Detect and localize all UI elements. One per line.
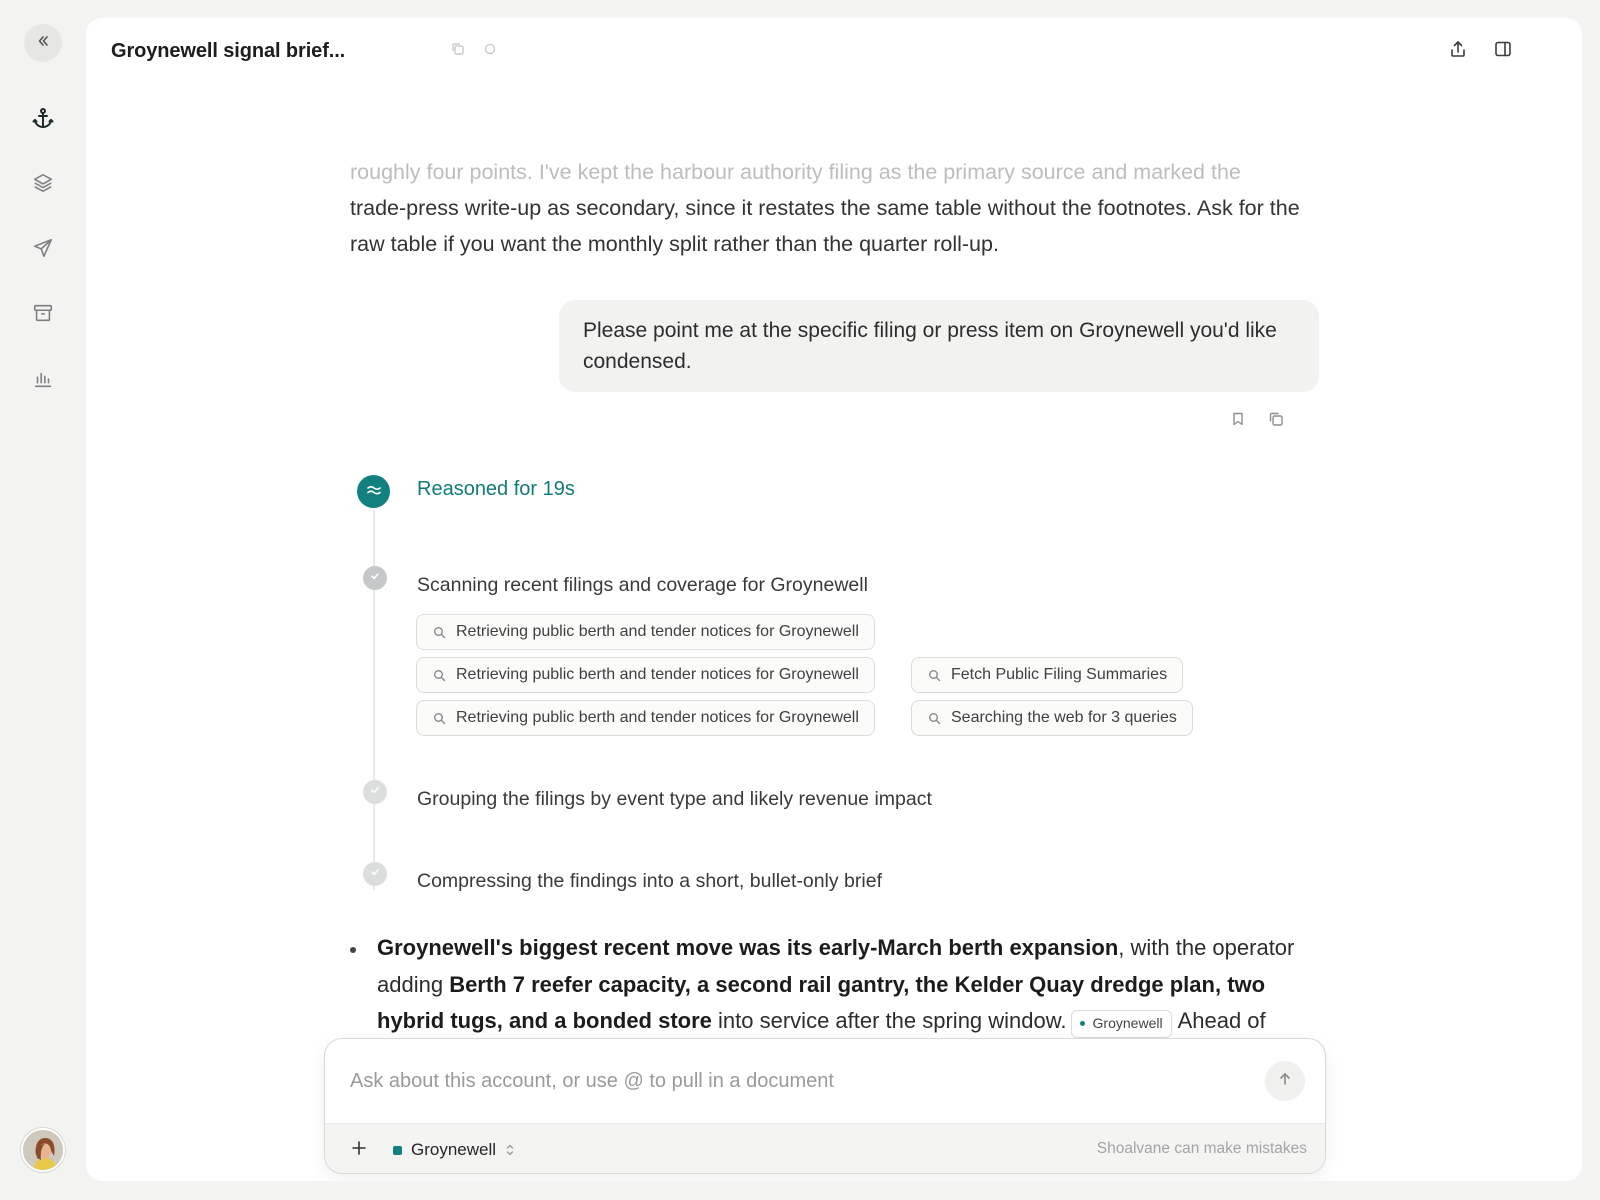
search-icon <box>928 668 942 682</box>
search-icon <box>433 711 447 725</box>
bar-chart-icon <box>32 368 54 395</box>
arrow-up-icon <box>1277 1071 1293 1092</box>
chip-label: Retrieving public berth and tender notices for Groynewell <box>456 709 859 726</box>
bullet-text: into service after the spring window. <box>711 1008 1067 1033</box>
reasoning-step: Grouping the filings by event type and likely revenue impact <box>417 788 932 810</box>
left-rail <box>0 0 86 1200</box>
rail-item-archive[interactable] <box>28 300 58 330</box>
plus-icon <box>351 1140 367 1161</box>
chip-label: Searching the web for 3 queries <box>951 709 1177 726</box>
source-citation-tag[interactable] <box>1071 1010 1172 1038</box>
main-panel <box>86 18 1582 1181</box>
reasoning-badge[interactable] <box>357 475 390 508</box>
step-complete-marker <box>363 862 387 886</box>
reasoning-toggle[interactable]: Reasoned for 19s <box>417 478 575 500</box>
collapse-sidebar-button[interactable] <box>24 24 62 62</box>
send-icon <box>32 237 54 264</box>
archive-icon <box>32 302 54 329</box>
tool-call-chip[interactable] <box>416 657 875 693</box>
search-icon <box>433 625 447 639</box>
tag-dot <box>1080 1021 1085 1026</box>
chip-label: Retrieving public berth and tender notices for Groynewell <box>456 623 859 640</box>
tool-call-chip[interactable] <box>911 700 1193 736</box>
tool-call-chip[interactable] <box>911 657 1183 693</box>
account-selector[interactable] <box>393 1136 515 1164</box>
step-complete-marker <box>363 780 387 804</box>
page-title: Groynewell signal brief... <box>111 40 346 62</box>
bullet-text: Ahead of <box>1177 1008 1266 1033</box>
rail-item-analytics[interactable] <box>28 366 58 396</box>
copy-message-button[interactable] <box>1265 410 1287 432</box>
rail-item-collections[interactable] <box>28 170 58 200</box>
waves-icon <box>366 483 382 501</box>
check-icon <box>369 569 381 587</box>
reasoning-step: Scanning recent filings and coverage for Groynewell <box>417 574 868 596</box>
bullet-text: , with the operator adding <box>377 935 1295 997</box>
bookmark-message-button[interactable] <box>1227 410 1249 432</box>
layers-icon <box>32 172 54 199</box>
anchor-icon <box>31 106 55 135</box>
search-icon <box>928 711 942 725</box>
check-icon <box>369 865 381 883</box>
account-color-swatch <box>393 1146 402 1155</box>
user-avatar[interactable] <box>21 1128 65 1172</box>
step-complete-marker <box>363 566 387 590</box>
source-tag-label: Groynewell <box>1092 1015 1163 1032</box>
message-input[interactable] <box>325 1039 1326 1123</box>
disclaimer-text: Shoalvane can make mistakes <box>1096 1140 1307 1157</box>
user-message-bubble <box>559 300 1319 392</box>
assistant-previous-paragraph <box>350 154 1310 262</box>
bullet-emphasis: Berth 7 reefer capacity, a second rail gantry, the Kelder Quay dredge plan, two hybrid tugs, and a bonded store <box>377 971 1266 1033</box>
reasoning-step: Compressing the findings into a short, bullet-only brief <box>417 870 882 892</box>
user-message-text: Please point me at the specific filing or press item on Groynewell you'd like condensed. <box>583 319 1277 373</box>
chip-label: Retrieving public berth and tender notices for Groynewell <box>456 666 859 683</box>
chevrons-left-icon <box>36 34 50 53</box>
attach-button[interactable] <box>345 1136 373 1164</box>
bullet-lead: Groynewell's biggest recent move was its early-March berth expansion <box>377 935 1119 960</box>
message-composer <box>324 1038 1326 1174</box>
composer-toolbar <box>325 1123 1326 1174</box>
bookmark-icon <box>1230 411 1246 432</box>
tool-call-chip[interactable] <box>416 700 875 736</box>
chevron-up-down-icon <box>505 1143 515 1157</box>
answer-bullet <box>350 930 1310 1040</box>
faded-line: roughly four points. I've kept the harbour authority filing as the primary source and marked the <box>350 160 1241 184</box>
rail-item-outreach[interactable] <box>28 235 58 265</box>
paragraph-text: trade-press write-up as secondary, since it restates the same table without the footnotes. Ask for the raw table if you want the monthly split rather than the quarter roll-up. <box>350 196 1300 256</box>
tool-call-chip[interactable] <box>416 614 875 650</box>
copy-icon <box>1268 411 1284 432</box>
chip-label: Fetch Public Filing Summaries <box>951 666 1168 683</box>
conversation-thread <box>86 18 1582 1181</box>
send-button[interactable] <box>1265 1061 1305 1101</box>
rail-item-accounts[interactable] <box>28 105 58 135</box>
search-icon <box>433 668 447 682</box>
check-icon <box>369 783 381 801</box>
account-selector-label: Groynewell <box>411 1140 497 1159</box>
